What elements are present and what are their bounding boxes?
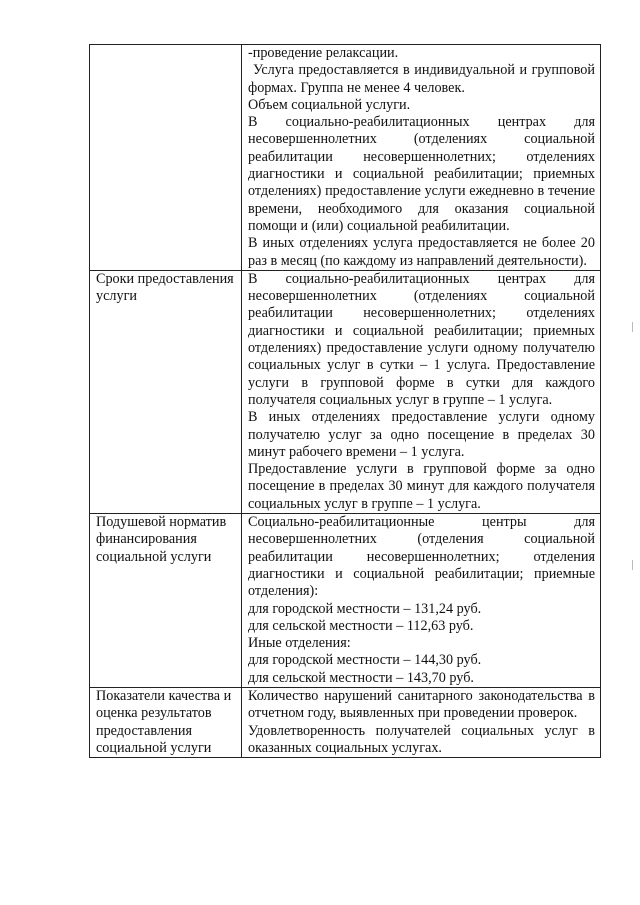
paragraph: В социально-реабилитационных центрах для несовершеннолетних (отделениях социальной реабилитации несовершеннолетних; отделениях диагностики и социальной реабилитации; приемных отделениях) предоставление услуги ежедневно в течение времени, необходимого для оказания социальной помощи и (или) социальной реабилитации. — [248, 114, 595, 234]
paragraph: В иных отделениях услуга предоставляется не более 20 раз в месяц (по каждому из направлений деятельности). — [248, 235, 595, 269]
table-row — [90, 514, 601, 688]
paragraph: Объем социальной услуги. — [248, 96, 411, 113]
paragraph: В иных отделениях предоставление услуги одному получателю услуг за одно посещение в пределах 30 минут рабочего времени – 1 услуга. — [248, 409, 595, 460]
scan-mark — [632, 560, 633, 570]
scan-mark — [632, 322, 633, 332]
table-row — [90, 45, 601, 271]
services-table — [89, 44, 601, 758]
row-label-cell — [90, 687, 242, 757]
row-label-cell — [90, 514, 242, 688]
row-content-cell — [242, 514, 601, 688]
paragraph: Иные отделения: — [248, 635, 351, 652]
paragraph: Предоставление услуги в групповой форме за одно посещение в пределах 30 минут для каждого получателя социальных услуг в группе – 1 услуга. — [248, 461, 595, 512]
row-label: Подушевой норматив финансирования социальной услуги — [96, 514, 227, 565]
paragraph: Социально-реабилитационные центры для несовершеннолетних (отделения социальной реабилитации несовершеннолетних; отделения диагностики и социальной реабилитации; приемные отделения): — [248, 514, 595, 600]
table-row — [90, 687, 601, 757]
paragraph: для сельской местности – 112,63 руб. — [248, 617, 474, 634]
paragraph: В социально-реабилитационных центрах для несовершеннолетних (отделениях социальной реабилитации несовершеннолетних; отделениях диагностики и социальной реабилитации; приемных отделениях) предоставление услуги одному получателю социальных услуг в сутки – 1 услуга. Предоставление услуги в групповой форме в сутки для каждого получателя социальных услуг в группе – 1 услуга. — [248, 270, 595, 408]
paragraph: Услуга предоставляется в индивидуальной и групповой формах. Группа не менее 4 человек. — [248, 62, 595, 96]
paragraph: для сельской местности – 143,70 руб. — [248, 669, 474, 686]
row-content-cell — [242, 687, 601, 757]
row-label: Показатели качества и оценка результатов предоставления социальной услуги — [96, 687, 232, 756]
paragraph: Количество нарушений санитарного законодательства в отчетном году, выявленных при проведении проверок. — [248, 687, 595, 722]
paragraph: -проведение релаксации. — [248, 45, 399, 61]
table-row — [90, 270, 601, 513]
row-label-cell — [90, 45, 242, 271]
row-content-cell — [242, 45, 601, 271]
row-content-cell — [242, 270, 601, 513]
paragraph: для городской местности – 131,24 руб. — [248, 600, 482, 617]
paragraph: для городской местности – 144,30 руб. — [248, 652, 482, 669]
row-label-cell — [90, 270, 242, 513]
row-label: Сроки предоставления услуги — [96, 270, 234, 305]
paragraph: Удовлетворенность получателей социальных услуг в оказанных социальных услугах. — [248, 722, 595, 756]
